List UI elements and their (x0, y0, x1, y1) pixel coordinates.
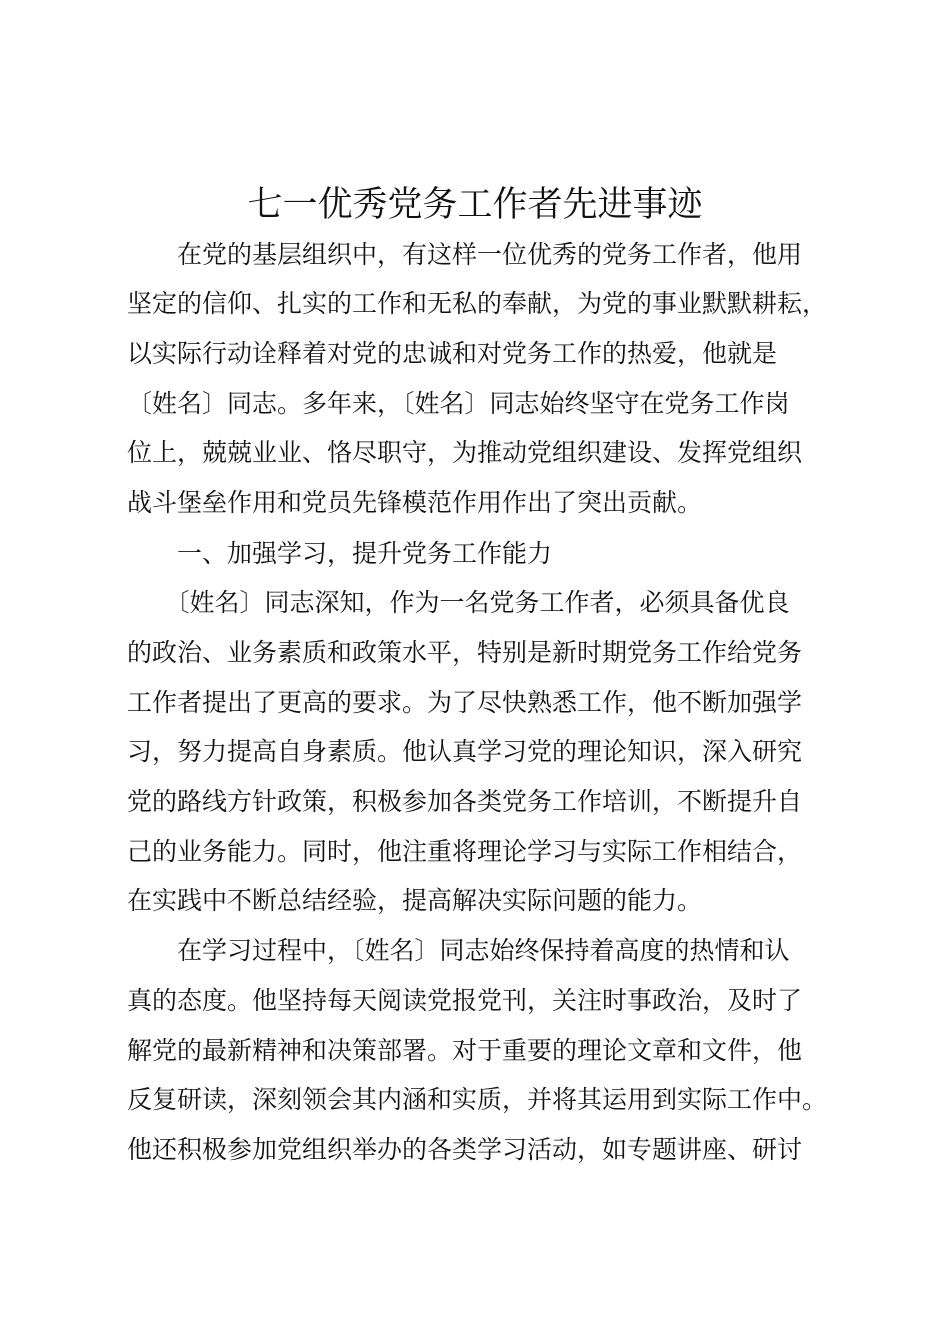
text-line: 他还积极参加党组织举办的各类学习活动，如专题讲座、研讨 (127, 1135, 803, 1164)
text-line: 位上，兢兢业业、恪尽职守，为推动党组织建设、发挥党组织 (127, 438, 803, 467)
text-line: 己的业务能力。同时，他注重将理论学习与实际工作相结合， (127, 837, 803, 866)
text-line: 反复研读，深刻领会其内涵和实质，并将其运用到实际工作中。 (127, 1085, 828, 1114)
section-heading: 一、加强学习，提升党务工作能力 (127, 539, 553, 568)
text-line: 在实践中不断总结经验，提高解决实际问题的能力。 (127, 886, 703, 915)
text-line: 解党的最新精神和决策部署。对于重要的理论文章和文件，他 (127, 1036, 803, 1065)
text-line: 真的态度。他坚持每天阅读党报党刊，关注时事政治，及时了 (127, 986, 803, 1015)
text-line: 习，努力提高自身素质。他认真学习党的理论知识，深入研究 (127, 737, 803, 766)
text-line: 战斗堡垒作用和党员先锋模范作用作出了突出贡献。 (127, 488, 703, 517)
text-line: 党的路线方针政策，积极参加各类党务工作培训，不断提升自 (127, 787, 803, 816)
text-line: 的政治、业务素质和政策水平，特别是新时期党务工作给党务 (127, 638, 803, 667)
text-line: 坚定的信仰、扎实的工作和无私的奉献，为党的事业默默耕耘， (127, 289, 828, 318)
text-line: 〔姓名〕同志。多年来，〔姓名〕同志始终坚守在党务工作岗 (127, 389, 790, 418)
text-line: 在学习过程中，〔姓名〕同志始终保持着高度的热情和认 (127, 936, 790, 965)
text-line: 在党的基层组织中，有这样一位优秀的党务工作者，他用 (127, 240, 803, 269)
document-title: 七一优秀党务工作者先进事迹 (247, 185, 703, 225)
text-line: 以实际行动诠释着对党的忠诚和对党务工作的热爱，他就是 (127, 339, 778, 368)
text-line: 〔姓名〕同志深知，作为一名党务工作者，必须具备优良 (127, 588, 790, 617)
text-line: 工作者提出了更高的要求。为了尽快熟悉工作，他不断加强学 (127, 688, 803, 717)
